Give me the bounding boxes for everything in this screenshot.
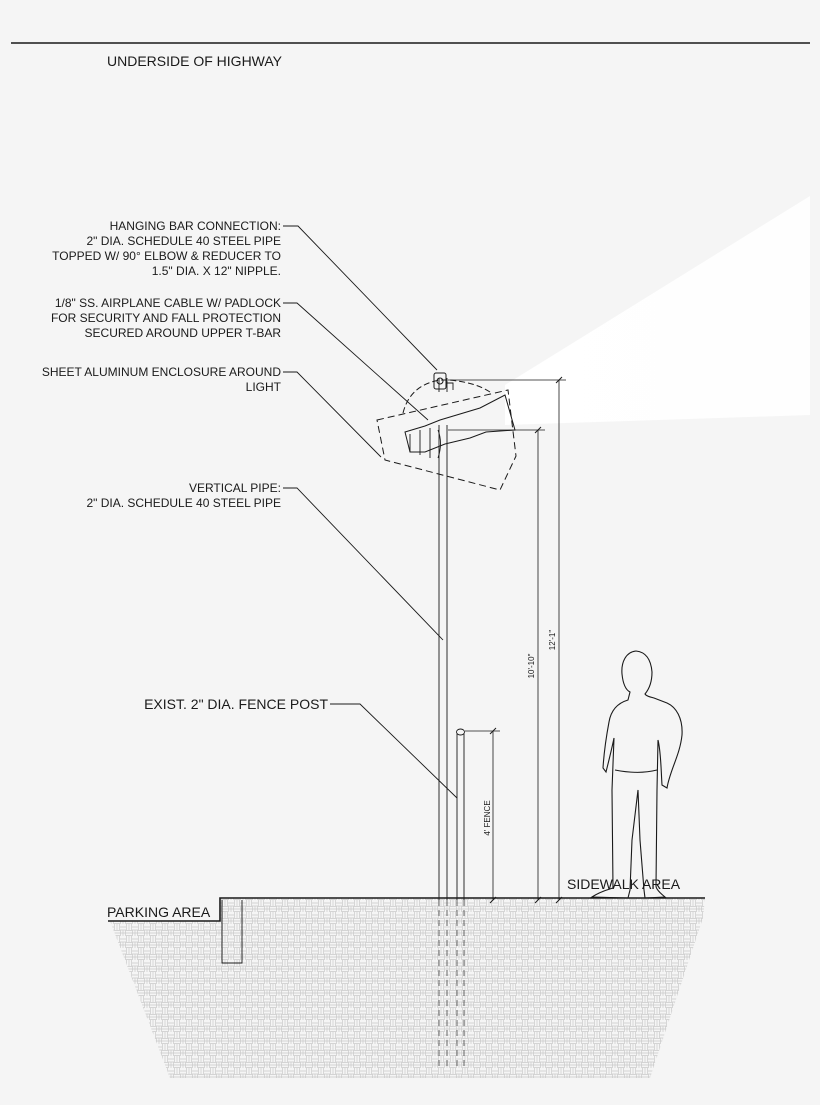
dimension-text-light-low: 10'-10": [527, 653, 536, 679]
person-silhouette: [592, 651, 682, 898]
svg-text:SECURED AROUND UPPER T-BAR: SECURED AROUND UPPER T-BAR: [84, 326, 281, 340]
label-sidewalk-area: SIDEWALK AREA: [567, 876, 681, 892]
leader-hanging-bar: [283, 226, 437, 370]
light-beam: [505, 196, 810, 425]
svg-text:SHEET ALUMINUM ENCLOSURE AROUN: SHEET ALUMINUM ENCLOSURE AROUND: [41, 365, 281, 379]
svg-text:2" DIA. SCHEDULE 40 STEEL PIPE: 2" DIA. SCHEDULE 40 STEEL PIPE: [86, 496, 281, 510]
svg-text:2" DIA. SCHEDULE 40 STEEL PIPE: 2" DIA. SCHEDULE 40 STEEL PIPE: [86, 234, 281, 248]
svg-text:TOPPED W/ 90° ELBOW & REDUCER: TOPPED W/ 90° ELBOW & REDUCER TO: [52, 249, 281, 263]
label-enclosure: [42, 365, 282, 394]
svg-text:VERTICAL PIPE:: VERTICAL PIPE:: [188, 481, 281, 495]
ground-paving-hatch: [110, 898, 705, 1078]
label-parking-area: PARKING AREA: [107, 904, 211, 920]
label-hanging-bar: [52, 219, 281, 278]
dimension-text-light-high: 12'-1": [548, 629, 557, 651]
dimension-text-fence: 4' FENCE: [483, 800, 492, 836]
label-vertical-pipe: [86, 481, 281, 510]
svg-text:HANGING BAR CONNECTION:: HANGING BAR CONNECTION:: [109, 219, 281, 233]
svg-text:1/8" SS. AIRPLANE CABLE W/ PAD: 1/8" SS. AIRPLANE CABLE W/ PADLOCK: [54, 296, 281, 310]
leader-enclosure: [283, 372, 381, 457]
svg-text:1.5" DIA. X 12" NIPPLE.: 1.5" DIA. X 12" NIPPLE.: [151, 264, 281, 278]
label-airplane-cable: [51, 296, 281, 340]
label-fence-post: EXIST. 2" DIA. FENCE POST: [144, 696, 328, 712]
enclosure-outline: [377, 390, 516, 490]
svg-text:LIGHT: LIGHT: [245, 380, 281, 394]
svg-text:FOR SECURITY AND FALL PROTECTI: FOR SECURITY AND FALL PROTECTION: [50, 311, 281, 325]
light-fixture: [377, 373, 516, 490]
leader-cable: [283, 303, 428, 420]
leader-fence-post: [330, 704, 457, 798]
label-underside-of-highway: UNDERSIDE OF HIGHWAY: [107, 53, 283, 69]
leader-vertical-pipe: [283, 488, 443, 640]
